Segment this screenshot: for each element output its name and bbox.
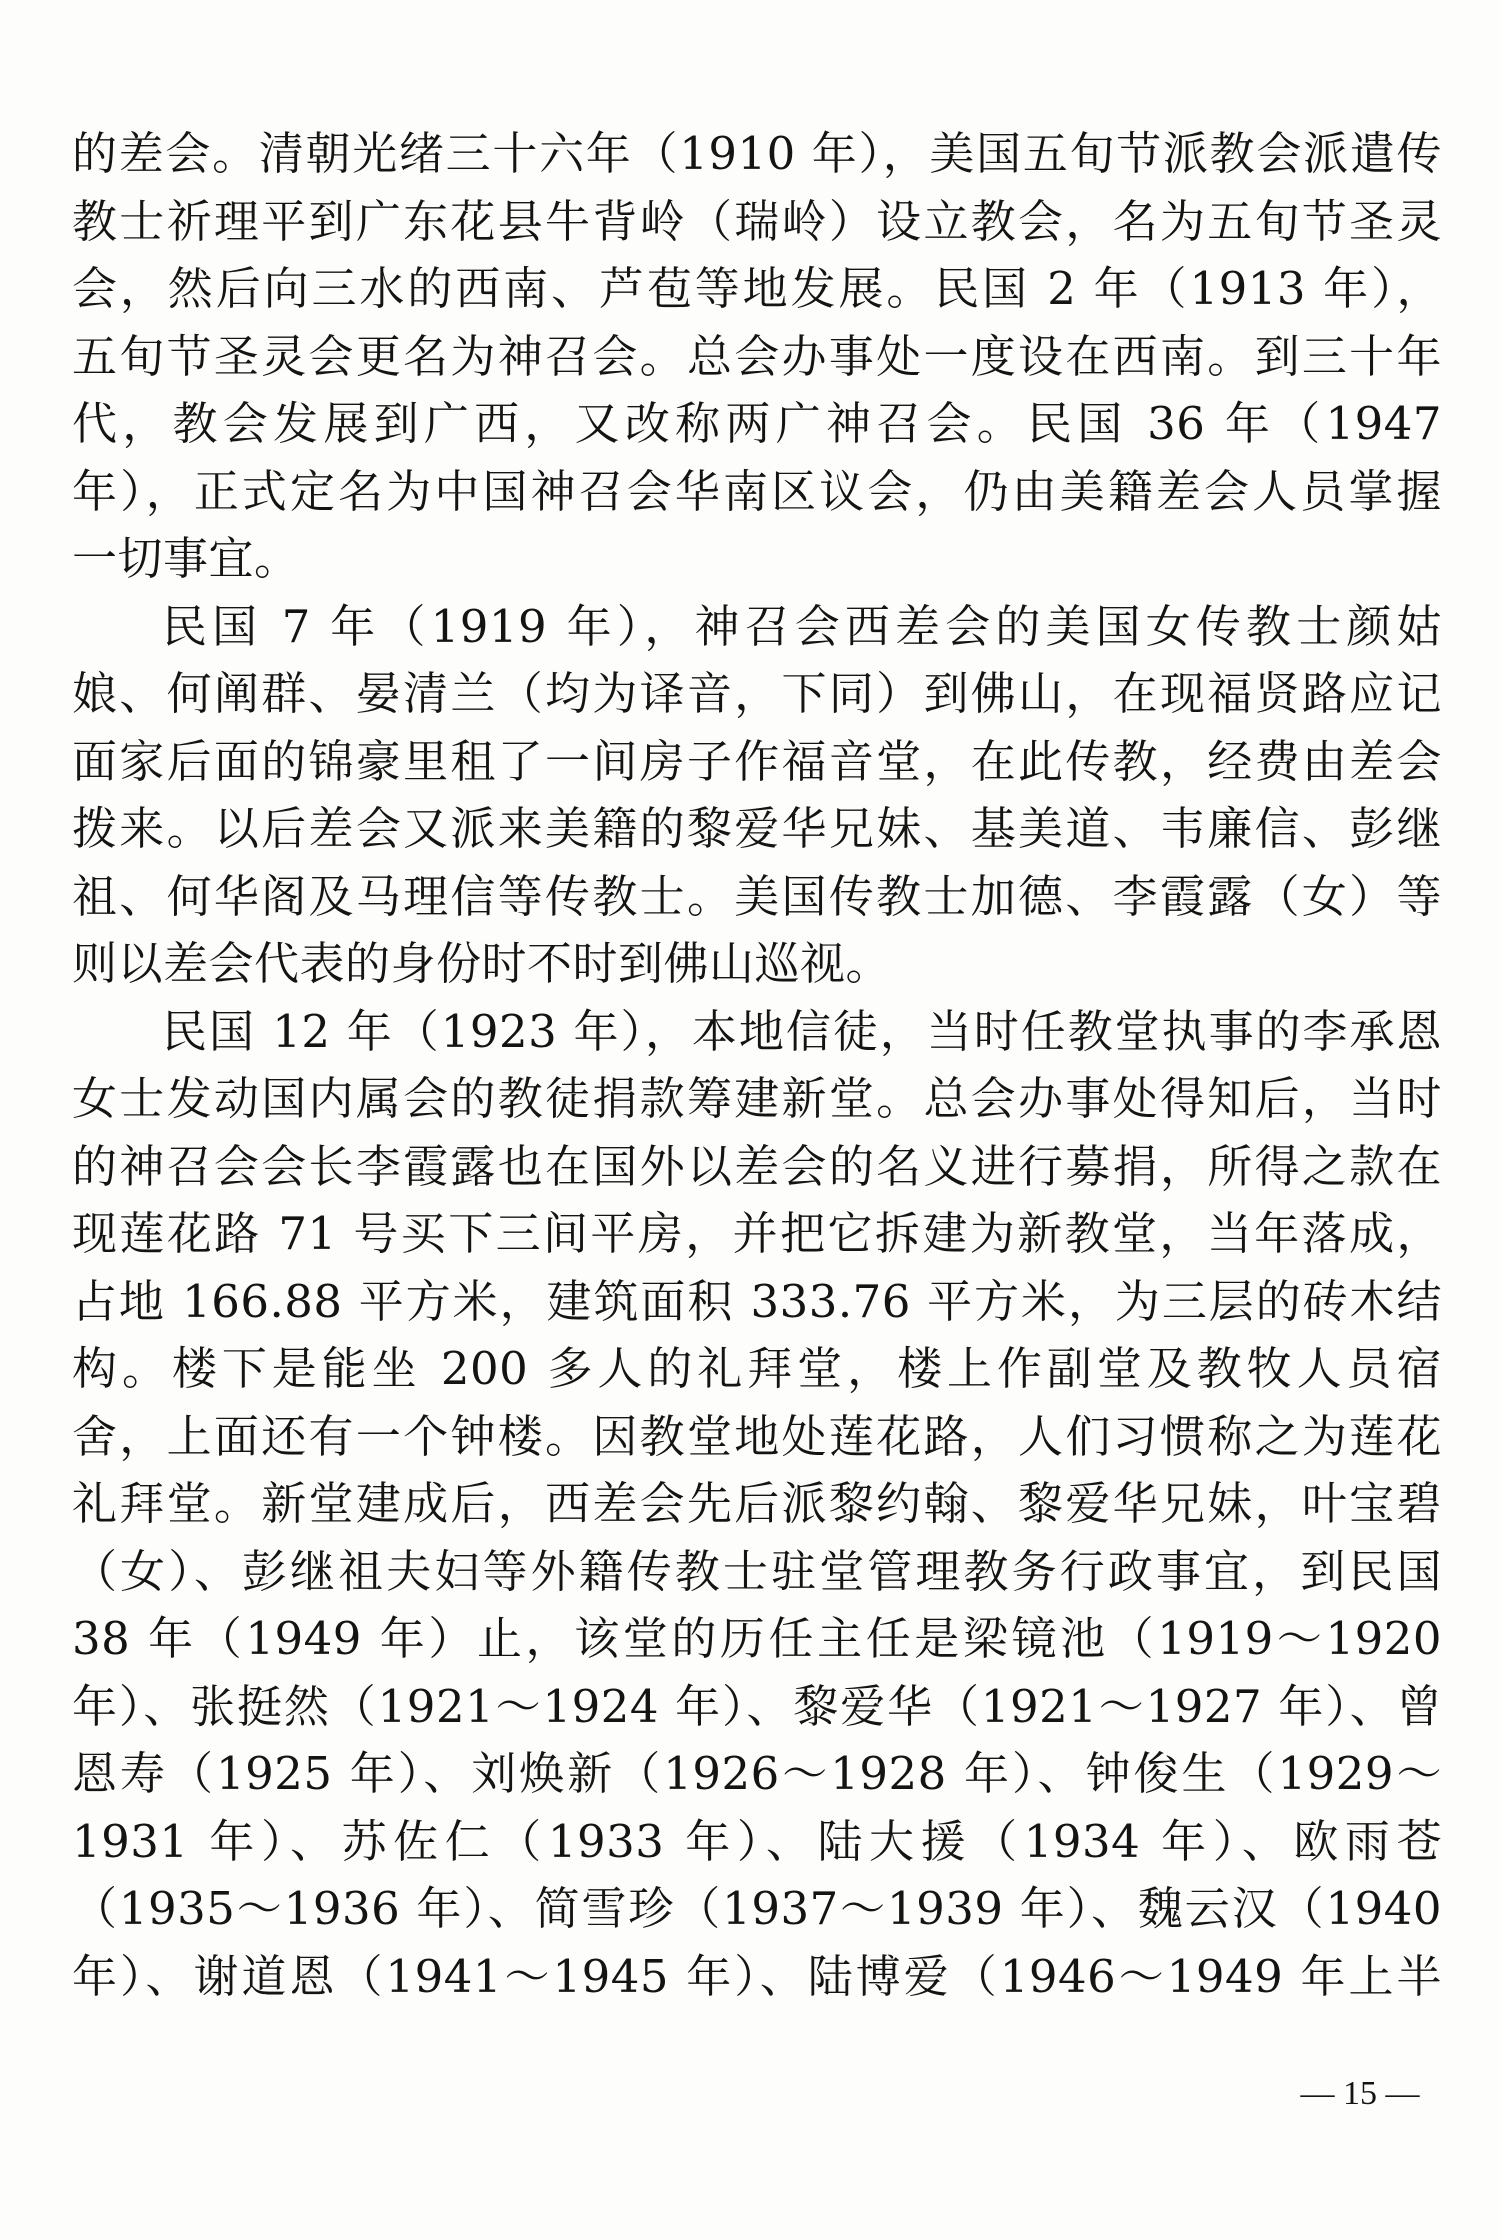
text-line: 的差会。清朝光绪三十六年（1910 年），美国五旬节派教会派遣传 (72, 127, 1442, 180)
text-line: 教士祈理平到广东花县牛背岭（瑞岭）设立教会，名为五旬节圣灵 (72, 194, 1442, 248)
text-line: （女）、彭继祖夫妇等外籍传教士驻堂管理教务行政事宜，到民国 (72, 1544, 1442, 1598)
text-line: 则以差会代表的身份时不时到佛山巡视。 (72, 937, 892, 990)
text-line: 女士发动国内属会的教徒捐款筹建新堂。总会办事处得知后，当时 (72, 1072, 1442, 1125)
text-line: 一切事宜。 (72, 532, 300, 585)
text-line: 占地 166.88 平方米，建筑面积 333.76 平方米，为三层的砖木结 (72, 1274, 1442, 1328)
text-line: 面家后面的锦豪里租了一间房子作福音堂，在此传教，经费由差会 (72, 734, 1442, 788)
text-line: 娘、何阐群、晏清兰（均为译音，下同）到佛山，在现福贤路应记 (72, 667, 1442, 720)
text-line: 拨来。以后差会又派来美籍的黎爱华兄妹、基美道、韦廉信、彭继 (72, 802, 1442, 855)
text-line: 礼拜堂。新堂建成后，西差会先后派黎约翰、黎爱华兄妹，叶宝碧 (72, 1477, 1442, 1530)
text-line: 年）、谢道恩（1941～1945 年）、陆博爱（1946～1949 年上半 (72, 1949, 1442, 2003)
text-line: 代，教会发展到广西，又改称两广神召会。民国 36 年（1947 (72, 397, 1442, 450)
text-line: 38 年（1949 年）止，该堂的历任主任是梁镜池（1919～1920 (72, 1612, 1442, 1665)
page-number: — 15 — (1300, 2075, 1420, 2112)
text-line: 恩寿（1925 年）、刘焕新（1926～1928 年）、钟俊生（1929～ (72, 1747, 1442, 1800)
text-line: （1935～1936 年）、简雪珍（1937～1939 年）、魏云汉（1940 (72, 1882, 1442, 1935)
text-line: 年）、张挺然（1921～1924 年）、黎爱华（1921～1927 年）、曾 (72, 1679, 1442, 1733)
text-line: 祖、何华阁及马理信等传教士。美国传教士加德、李霞露（女）等 (72, 869, 1442, 923)
text-line: 会，然后向三水的西南、芦苞等地发展。民国 2 年（1913 年）， (72, 262, 1442, 315)
paragraph-start-line: 民国 12 年（1923 年），本地信徒，当时任教堂执事的李承恩 (162, 1004, 1442, 1058)
text-line: 舍，上面还有一个钟楼。因教堂地处莲花路，人们习惯称之为莲花 (72, 1409, 1442, 1463)
text-line: 现莲花路 71 号买下三间平房，并把它拆建为新教堂，当年落成， (72, 1207, 1442, 1260)
text-line: 年），正式定名为中国神召会华南区议会，仍由美籍差会人员掌握 (72, 464, 1442, 518)
text-line: 的神召会会长李霞露也在国外以差会的名义进行募捐，所得之款在 (72, 1139, 1442, 1193)
text-line: 1931 年）、苏佐仁（1933 年）、陆大援（1934 年）、欧雨苍 (72, 1814, 1442, 1868)
text-line: 五旬节圣灵会更名为神召会。总会办事处一度设在西南。到三十年 (72, 329, 1442, 383)
text-line: 构。楼下是能坐 200 多人的礼拜堂，楼上作副堂及教牧人员宿 (72, 1342, 1442, 1395)
paragraph-start-line: 民国 7 年（1919 年），神召会西差会的美国女传教士颜姑 (162, 599, 1442, 653)
body-text (72, 120, 1442, 2010)
